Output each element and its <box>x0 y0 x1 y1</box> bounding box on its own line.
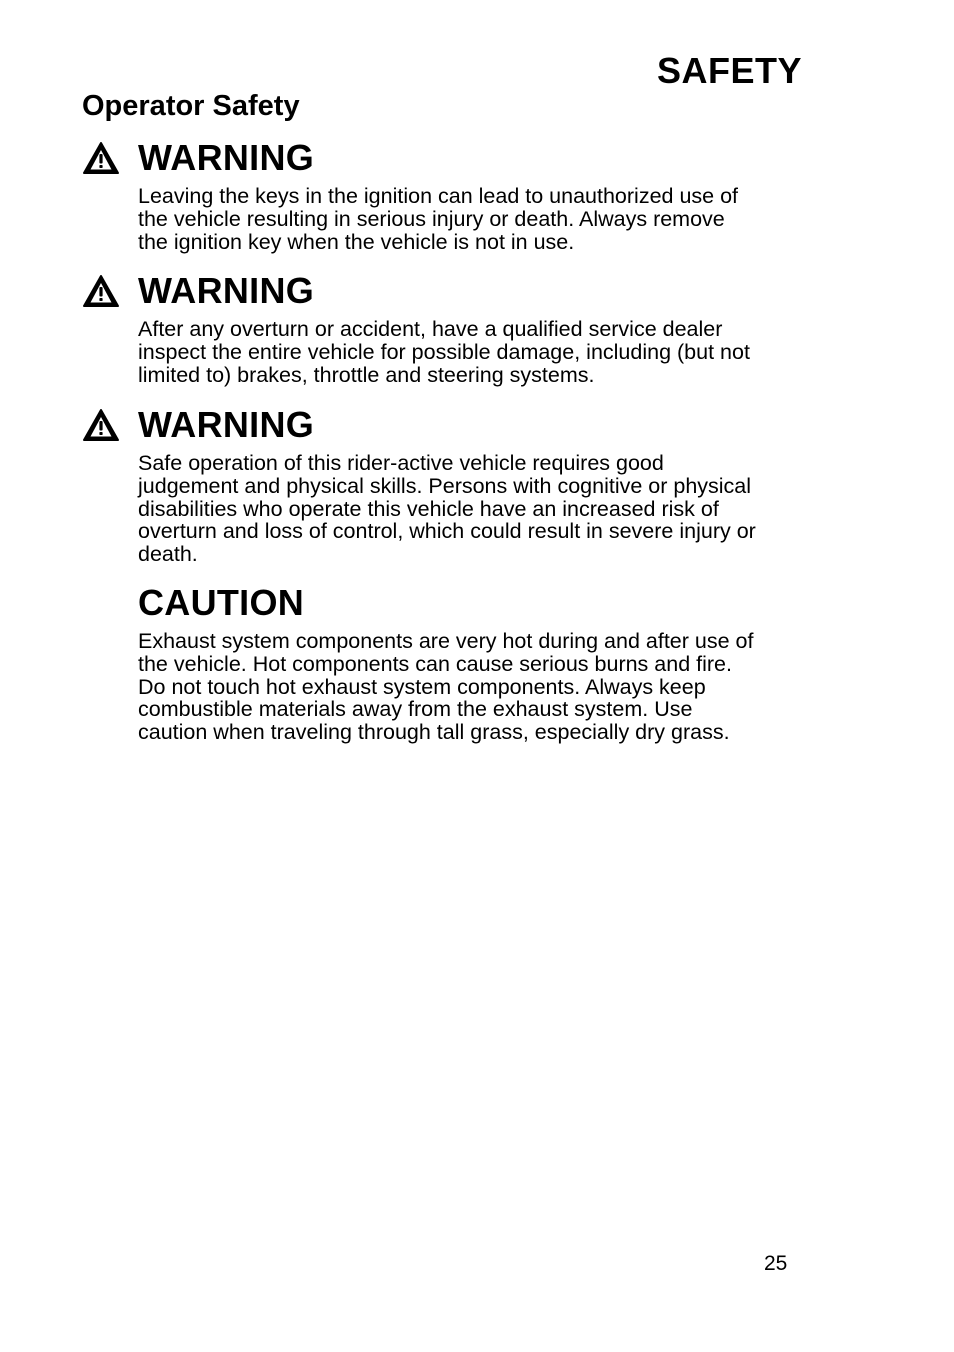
notice-body <box>138 452 808 566</box>
notice-body <box>138 185 808 253</box>
warning-triangle-icon <box>82 274 120 308</box>
notice-line: overturn and loss of control, which could result in severe injury or <box>138 519 756 544</box>
notice-title: CAUTION <box>138 582 305 623</box>
notice-line: inspect the entire vehicle for possible damage, including (but not <box>138 339 750 364</box>
notice-line: judgement and physical skills. Persons with cognitive or physical <box>138 473 752 498</box>
notice-heading-row <box>82 404 802 446</box>
warning-notice-ignition-keys <box>82 137 802 253</box>
notice-body <box>138 318 808 386</box>
subsection-title: Operator Safety <box>82 90 300 122</box>
notice-line: the ignition key when the vehicle is not in use. <box>138 229 575 254</box>
notice-line: combustible materials away from the exhaust system. Use <box>138 697 693 722</box>
notice-line: Leaving the keys in the ignition can lead to unauthorized use of <box>138 184 739 208</box>
notice-line: death. <box>138 542 198 567</box>
section-header: SAFETY <box>656 50 802 91</box>
notice-heading-row <box>82 270 802 312</box>
notice-heading-row <box>82 137 802 179</box>
notice-line: the vehicle. Hot components can cause serious burns and fire. <box>138 651 732 676</box>
notice-line: Safe operation of this rider-active vehicle requires good <box>138 451 664 475</box>
notice-line: Do not touch hot exhaust system components. Always keep <box>138 674 706 699</box>
warning-triangle-icon <box>82 141 120 175</box>
notice-line: Exhaust system components are very hot during and after use of <box>138 629 754 653</box>
warning-notice-overturn-inspection <box>82 270 802 386</box>
warning-notice-rider-skills <box>82 404 802 566</box>
notice-line: limited to) brakes, throttle and steering systems. <box>138 362 595 387</box>
notice-line: the vehicle resulting in serious injury or death. Always remove <box>138 206 725 231</box>
warning-triangle-icon <box>82 408 120 442</box>
notice-title: WARNING <box>138 137 315 178</box>
notice-line: After any overturn or accident, have a qualified service dealer <box>138 317 723 341</box>
caution-notice-hot-exhaust <box>82 582 802 744</box>
notice-title: WARNING <box>138 404 315 445</box>
notice-title: WARNING <box>138 270 315 311</box>
notice-body <box>138 630 808 744</box>
page-number: 25 <box>764 1252 788 1275</box>
notice-heading-row <box>82 582 802 624</box>
notice-line: disabilities who operate this vehicle have an increased risk of <box>138 496 719 521</box>
notice-line: caution when traveling through tall grass, especially dry grass. <box>138 720 730 745</box>
